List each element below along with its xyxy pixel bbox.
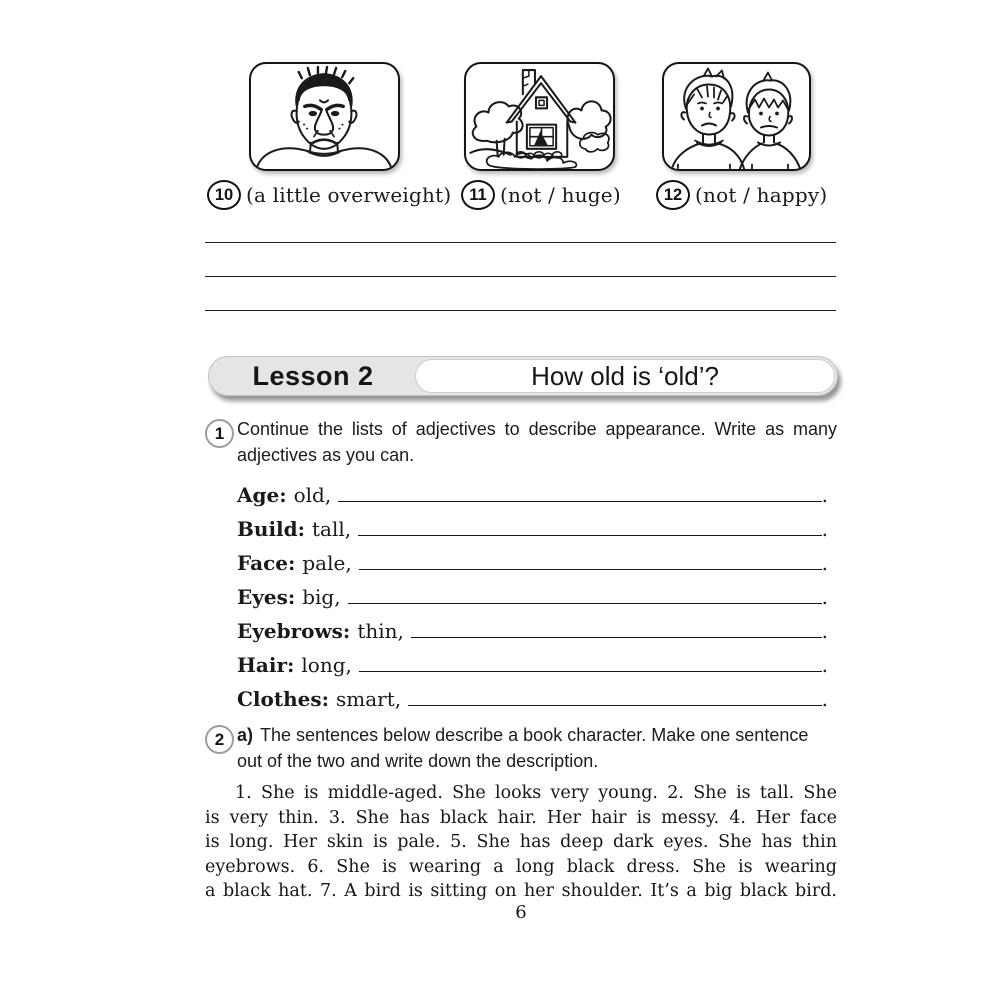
page-number: 6 bbox=[515, 902, 527, 923]
answer-blank[interactable] bbox=[348, 603, 822, 604]
picture-row bbox=[205, 62, 837, 212]
adjective-label: Eyes: bbox=[237, 585, 296, 609]
picture-caption-text: (not / huge) bbox=[500, 183, 621, 207]
adjective-label: Eyebrows: bbox=[237, 619, 351, 643]
adjective-seed-word: big, bbox=[302, 585, 341, 609]
adjective-seed-word: old, bbox=[293, 483, 332, 507]
answer-line[interactable] bbox=[205, 243, 836, 277]
lesson-label: Lesson 2 bbox=[252, 360, 374, 391]
row-period: . bbox=[821, 551, 828, 575]
exercise-2-section bbox=[205, 722, 837, 774]
adjective-seed-word: tall, bbox=[312, 517, 352, 541]
passage-line: eyebrows. 6. She is wearing a long black dress. She is wearing bbox=[205, 856, 837, 877]
row-period: . bbox=[821, 687, 828, 711]
picture-frame-12 bbox=[662, 62, 811, 171]
adjective-row bbox=[237, 510, 828, 544]
lesson-title: How old is ‘old’? bbox=[531, 360, 719, 391]
adjective-label: Build: bbox=[237, 517, 306, 541]
passage bbox=[205, 781, 837, 904]
picture-caption-text: (a little overweight) bbox=[246, 183, 452, 207]
picture-caption-11 bbox=[461, 180, 621, 210]
picture-frame-10 bbox=[249, 62, 400, 171]
adjective-row bbox=[237, 680, 828, 714]
exercise-1-section bbox=[205, 416, 837, 468]
lesson-title-pill bbox=[415, 359, 835, 393]
grumpy-man-illustration bbox=[251, 64, 398, 169]
instruction-line: out of the two and write down the description. bbox=[237, 751, 599, 771]
lesson-banner bbox=[208, 356, 838, 396]
item-number-badge: 10 bbox=[207, 180, 241, 210]
row-period: . bbox=[821, 619, 828, 643]
picture-frame-11 bbox=[464, 62, 615, 171]
adjective-list bbox=[237, 476, 828, 714]
adjective-row bbox=[237, 544, 828, 578]
answer-line[interactable] bbox=[205, 209, 836, 243]
item-number-badge: 11 bbox=[461, 180, 495, 210]
passage-line: 1. She is middle-aged. She looks very young. 2. She is tall. She bbox=[235, 783, 837, 803]
picture-caption-text: (not / happy) bbox=[695, 183, 828, 207]
adjective-seed-word: smart, bbox=[336, 687, 402, 711]
adjective-row bbox=[237, 578, 828, 612]
adjective-seed-word: pale, bbox=[302, 551, 352, 575]
adjective-row bbox=[237, 476, 828, 510]
item-number-badge: 12 bbox=[656, 180, 690, 210]
writing-lines bbox=[205, 209, 836, 311]
two-unhappy-boys-illustration bbox=[664, 64, 809, 169]
adjective-seed-word: thin, bbox=[357, 619, 404, 643]
adjective-label: Hair: bbox=[237, 653, 295, 677]
adjective-row bbox=[237, 612, 828, 646]
exercise-number-badge: 1 bbox=[205, 419, 234, 448]
picture-caption-10 bbox=[207, 180, 451, 210]
answer-blank[interactable] bbox=[359, 671, 822, 672]
exercise-part-label: a) bbox=[237, 725, 254, 745]
exercise-1-instruction bbox=[237, 416, 837, 468]
picture-caption-12 bbox=[656, 180, 827, 210]
answer-blank[interactable] bbox=[338, 501, 821, 502]
row-period: . bbox=[821, 585, 828, 609]
answer-blank[interactable] bbox=[358, 535, 822, 536]
passage-line: a black hat. 7. A bird is sitting on her shoulder. It’s a big black bird. bbox=[205, 881, 837, 901]
passage-line: is very thin. 3. She has black hair. Her hair is messy. 4. Her face bbox=[205, 807, 837, 828]
adjective-row bbox=[237, 646, 828, 680]
answer-blank[interactable] bbox=[408, 705, 822, 706]
answer-blank[interactable] bbox=[359, 569, 822, 570]
instruction-line: adjectives as you can. bbox=[237, 445, 415, 465]
instruction-line: The sentences below describe a book character. Make one sentence bbox=[260, 725, 809, 745]
answer-blank[interactable] bbox=[411, 637, 822, 638]
instruction-line: Continue the lists of adjectives to describe appearance. Write as many bbox=[237, 419, 837, 439]
adjective-seed-word: long, bbox=[301, 653, 352, 677]
passage-line: is long. Her skin is pale. 5. She has deep dark eyes. She has thin bbox=[205, 832, 837, 852]
small-house-illustration bbox=[466, 64, 613, 169]
adjective-label: Age: bbox=[237, 483, 287, 507]
exercise-2-instruction bbox=[237, 722, 837, 774]
row-period: . bbox=[821, 483, 828, 507]
adjective-label: Face: bbox=[237, 551, 296, 575]
adjective-label: Clothes: bbox=[237, 687, 330, 711]
answer-line[interactable] bbox=[205, 277, 836, 311]
row-period: . bbox=[821, 653, 828, 677]
exercise-number-badge: 2 bbox=[205, 725, 234, 754]
row-period: . bbox=[821, 517, 828, 541]
